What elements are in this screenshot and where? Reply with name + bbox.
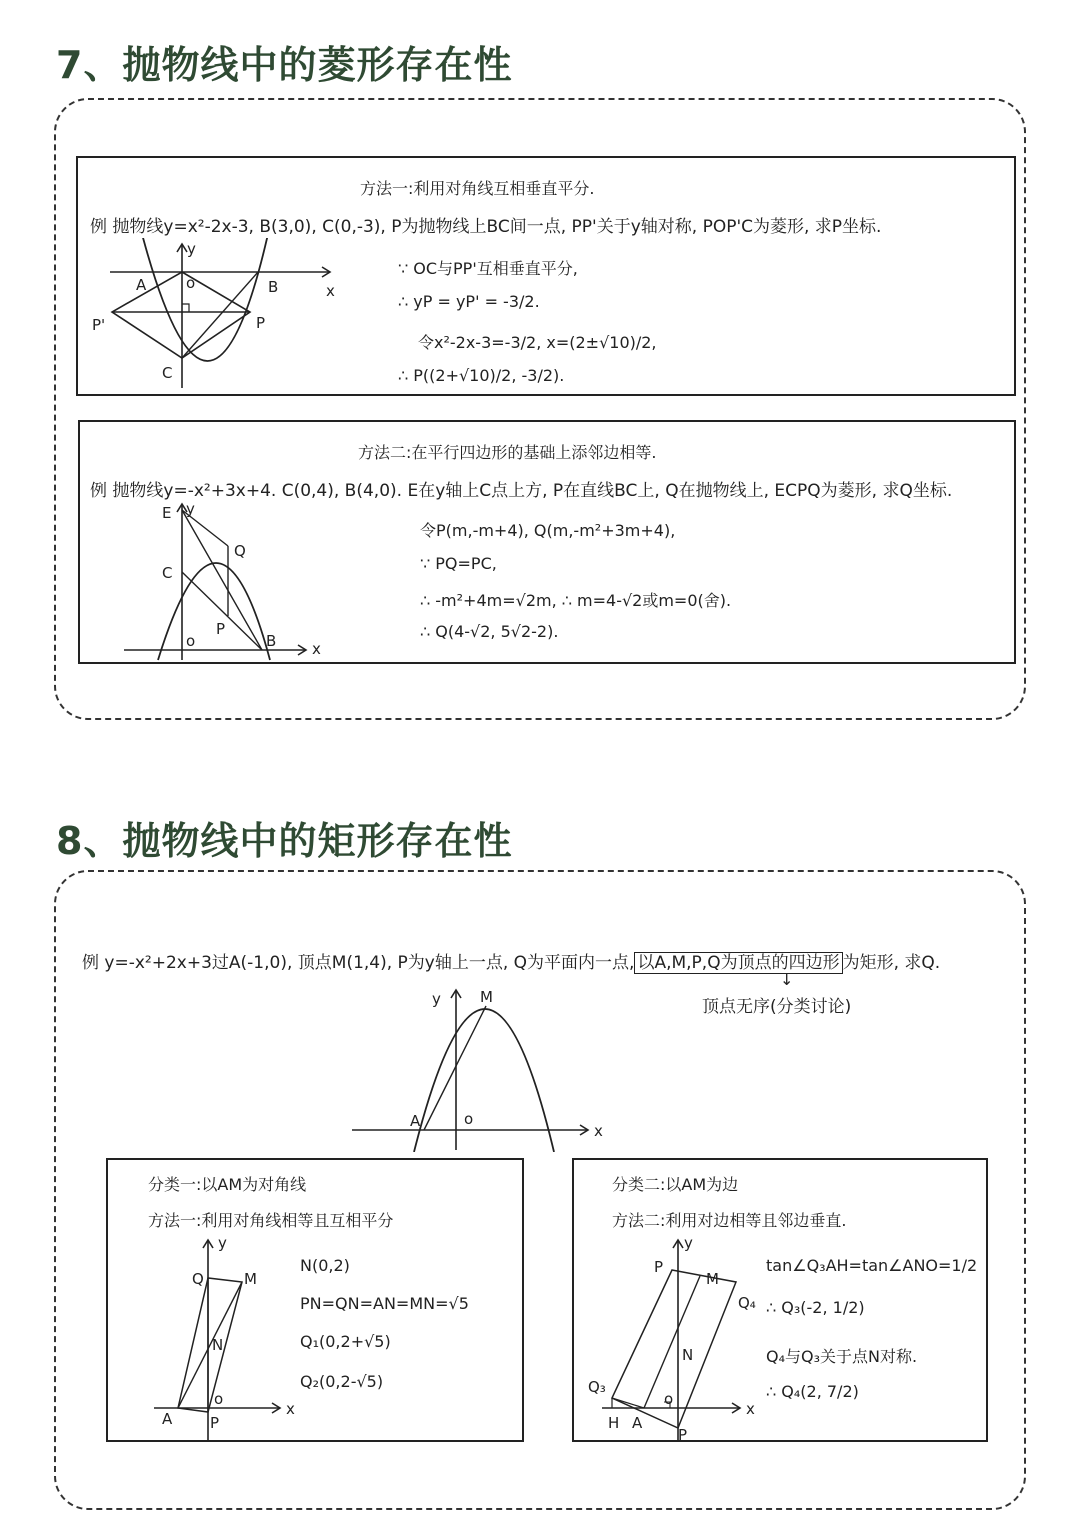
- label-y: y: [186, 500, 195, 518]
- case-2-box: [572, 1158, 988, 1442]
- label-b: B: [268, 278, 279, 296]
- label-m: M: [480, 988, 493, 1006]
- label-y: y: [218, 1234, 227, 1252]
- label-m: M: [706, 1270, 719, 1288]
- label-q: Q: [192, 1270, 204, 1288]
- label-a: A: [410, 1112, 421, 1130]
- method-1-step-3: 令x²-2x-3=-3/2, x=(2±√10)/2,: [418, 333, 657, 352]
- case-2-line-2: ∴ Q₃(-2, 1/2): [766, 1298, 865, 1317]
- section-8-title: 8、抛物线中的矩形存在性: [56, 819, 513, 863]
- method-2-example: 例 抛物线y=-x²+3x+4. C(0,4), B(4,0). E在y轴上C点上方, P在直线BC上, Q在抛物线上, ECPQ为菱形, 求Q坐标.: [90, 481, 953, 501]
- example-framed-text: 以A,M,P,Q为顶点的四边形: [634, 952, 842, 974]
- case-1-box: [106, 1158, 524, 1442]
- method-2-step-2: ∵ PQ=PC,: [420, 554, 497, 573]
- case-2-method: 方法二:利用对边相等且邻边垂直.: [612, 1211, 847, 1230]
- section-7-title: 7、抛物线中的菱形存在性: [56, 43, 513, 87]
- label-o: o: [214, 1390, 224, 1408]
- case-2-line-4: ∴ Q₄(2, 7/2): [766, 1382, 859, 1401]
- label-n: N: [212, 1336, 224, 1354]
- label-o: o: [186, 274, 196, 292]
- label-o: o: [186, 632, 196, 650]
- example-text-post: 为矩形, 求Q.: [842, 953, 941, 973]
- label-y: y: [684, 1234, 693, 1252]
- label-e: E: [162, 504, 172, 522]
- case-2-title: 分类二:以AM为边: [612, 1175, 739, 1194]
- method-1-step-2: ∴ yP = yP' = -3/2.: [398, 292, 540, 311]
- label-p-prime: P': [92, 316, 106, 334]
- label-p-bottom: P: [678, 1426, 688, 1442]
- section-8-main-graph: [348, 982, 618, 1152]
- label-x: x: [746, 1400, 755, 1418]
- case-1-method: 方法一:利用对角线相等且互相平分: [148, 1211, 394, 1230]
- case-1-line-2: PN=QN=AN=MN=√5: [300, 1294, 469, 1313]
- label-x: x: [286, 1400, 295, 1418]
- label-x: x: [594, 1122, 603, 1140]
- label-q4: Q₄: [738, 1294, 756, 1312]
- example-text-pre: 例 y=-x²+2x+3过A(-1,0), 顶点M(1,4), P为y轴上一点, Q为平面内一点,: [82, 953, 635, 973]
- method-1-step-4: ∴ P((2+√10)/2, -3/2).: [398, 366, 565, 385]
- method-2-step-1: 令P(m,-m+4), Q(m,-m²+3m+4),: [420, 521, 676, 540]
- method-1-title: 方法一:利用对角线互相垂直平分.: [360, 179, 595, 198]
- right-angle-mark: [182, 304, 189, 312]
- method-2-box: [78, 420, 1016, 664]
- label-a: A: [136, 276, 147, 294]
- note-arrow: ↓: [780, 970, 794, 989]
- case-1-line-4: Q₂(0,2-√5): [300, 1372, 384, 1391]
- label-o: o: [664, 1390, 674, 1408]
- label-p: P: [654, 1258, 664, 1276]
- method-2-step-3: ∴ -m²+4m=√2m, ∴ m=4-√2或m=0(舍).: [420, 591, 732, 610]
- label-n: N: [682, 1346, 694, 1364]
- method-1-example: 例 抛物线y=x²-2x-3, B(3,0), C(0,-3), P为抛物线上BC间一点, PP'关于y轴对称, POP'C为菱形, 求P坐标.: [90, 217, 882, 237]
- method-2-title: 方法二:在平行四边形的基础上添邻边相等.: [358, 443, 657, 462]
- case-1-graph: [144, 1232, 304, 1442]
- case-1-line-3: Q₁(0,2+√5): [300, 1332, 391, 1351]
- note-unordered-vertices: 顶点无序(分类讨论): [702, 997, 852, 1017]
- method-2-graph: [120, 500, 380, 662]
- label-x: x: [326, 282, 335, 300]
- method-2-step-4: ∴ Q(4-√2, 5√2-2).: [420, 622, 559, 641]
- line-am: [424, 1006, 486, 1130]
- case-2-line-1: tan∠Q₃AH=tan∠ANO=1/2: [766, 1256, 978, 1275]
- diagonal-am: [178, 1282, 242, 1408]
- label-m: M: [244, 1270, 257, 1288]
- label-q: Q: [234, 542, 246, 560]
- case-2-graph: [582, 1232, 766, 1442]
- line-q3-a: [612, 1398, 644, 1408]
- label-y: y: [432, 990, 441, 1008]
- line-am: [644, 1276, 700, 1408]
- label-c: C: [162, 364, 173, 382]
- label-y: y: [187, 240, 196, 258]
- label-p: P: [256, 314, 266, 332]
- method-1-box: [76, 156, 1016, 396]
- label-a: A: [632, 1414, 643, 1432]
- label-q3: Q₃: [588, 1378, 606, 1396]
- case-1-title: 分类一:以AM为对角线: [148, 1175, 307, 1194]
- section-8-example: [82, 948, 940, 973]
- label-x: x: [312, 640, 321, 658]
- label-p: P: [210, 1414, 220, 1432]
- method-1-graph: [90, 238, 420, 394]
- method-1-step-1: ∵ OC与PP'互相垂直平分,: [398, 259, 578, 278]
- label-b: B: [266, 632, 277, 650]
- case-2-line-3: Q₄与Q₃关于点N对称.: [766, 1347, 918, 1366]
- case-1-line-1: N(0,2): [300, 1256, 350, 1275]
- parabola: [158, 563, 270, 660]
- label-o: o: [464, 1110, 474, 1128]
- label-h: H: [608, 1414, 620, 1432]
- label-a: A: [162, 1410, 173, 1428]
- label-c: C: [162, 564, 173, 582]
- label-p: P: [216, 620, 226, 638]
